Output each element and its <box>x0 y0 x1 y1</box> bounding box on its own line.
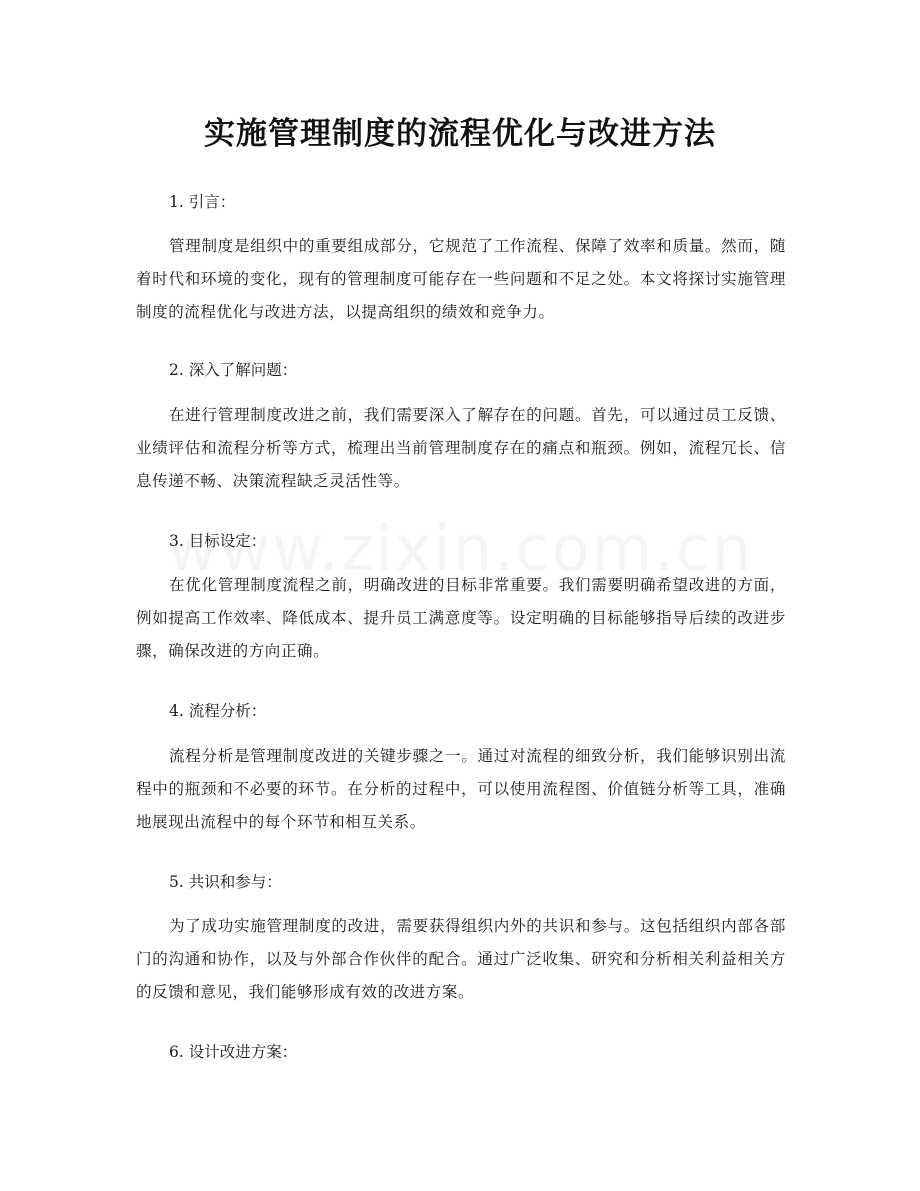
section-heading-6: 6. 设计改进方案： <box>169 1043 298 1061</box>
section-body-1: 管理制度是组织中的重要组成部分，它规范了工作流程、保障了效率和质量。然而，随着时代和环境的变化，现有的管理制度可能存在一些问题和不足之处。本文将探讨实施管理制度的流程优化与改进方法，以提高组织的绩效和竞争力。 <box>136 237 786 321</box>
section-body-4: 流程分析是管理制度改进的关键步骤之一。通过对流程的细致分析，我们能够识别出流程中的瓶颈和不必要的环节。在分析的过程中，可以使用流程图、价值链分析等工具，准确地展现出流程中的每个环节和相互关系。 <box>136 747 786 831</box>
section-body-3: 在优化管理制度流程之前，明确改进的目标非常重要。我们需要明确希望改进的方面，例如提高工作效率、降低成本、提升员工满意度等。设定明确的目标能够指导后续的改进步骤，确保改进的方向正确。 <box>136 576 786 660</box>
page-title: 实施管理制度的流程优化与改进方法 <box>204 116 716 152</box>
section-heading-2: 2. 深入了解问题： <box>169 361 298 379</box>
section-heading-5: 5. 共识和参与： <box>169 873 282 891</box>
section-body-2: 在进行管理制度改进之前，我们需要深入了解存在的问题。首先，可以通过员工反馈、业绩评估和流程分析等方式，梳理出当前管理制度存在的痛点和瓶颈。例如，流程冗长、信息传递不畅、决策流程缺乏灵活性等。 <box>136 406 786 490</box>
section-heading-4: 4. 流程分析： <box>169 702 267 720</box>
section-heading-1: 1. 引言： <box>169 193 236 211</box>
section-heading-3: 3. 目标设定： <box>169 532 267 550</box>
section-body-5: 为了成功实施管理制度的改进，需要获得组织内外的共识和参与。这包括组织内部各部门的沟通和协作，以及与外部合作伙伴的配合。通过广泛收集、研究和分析相关利益相关方的反馈和意见，我们能够形成有效的改进方案。 <box>136 917 786 1001</box>
